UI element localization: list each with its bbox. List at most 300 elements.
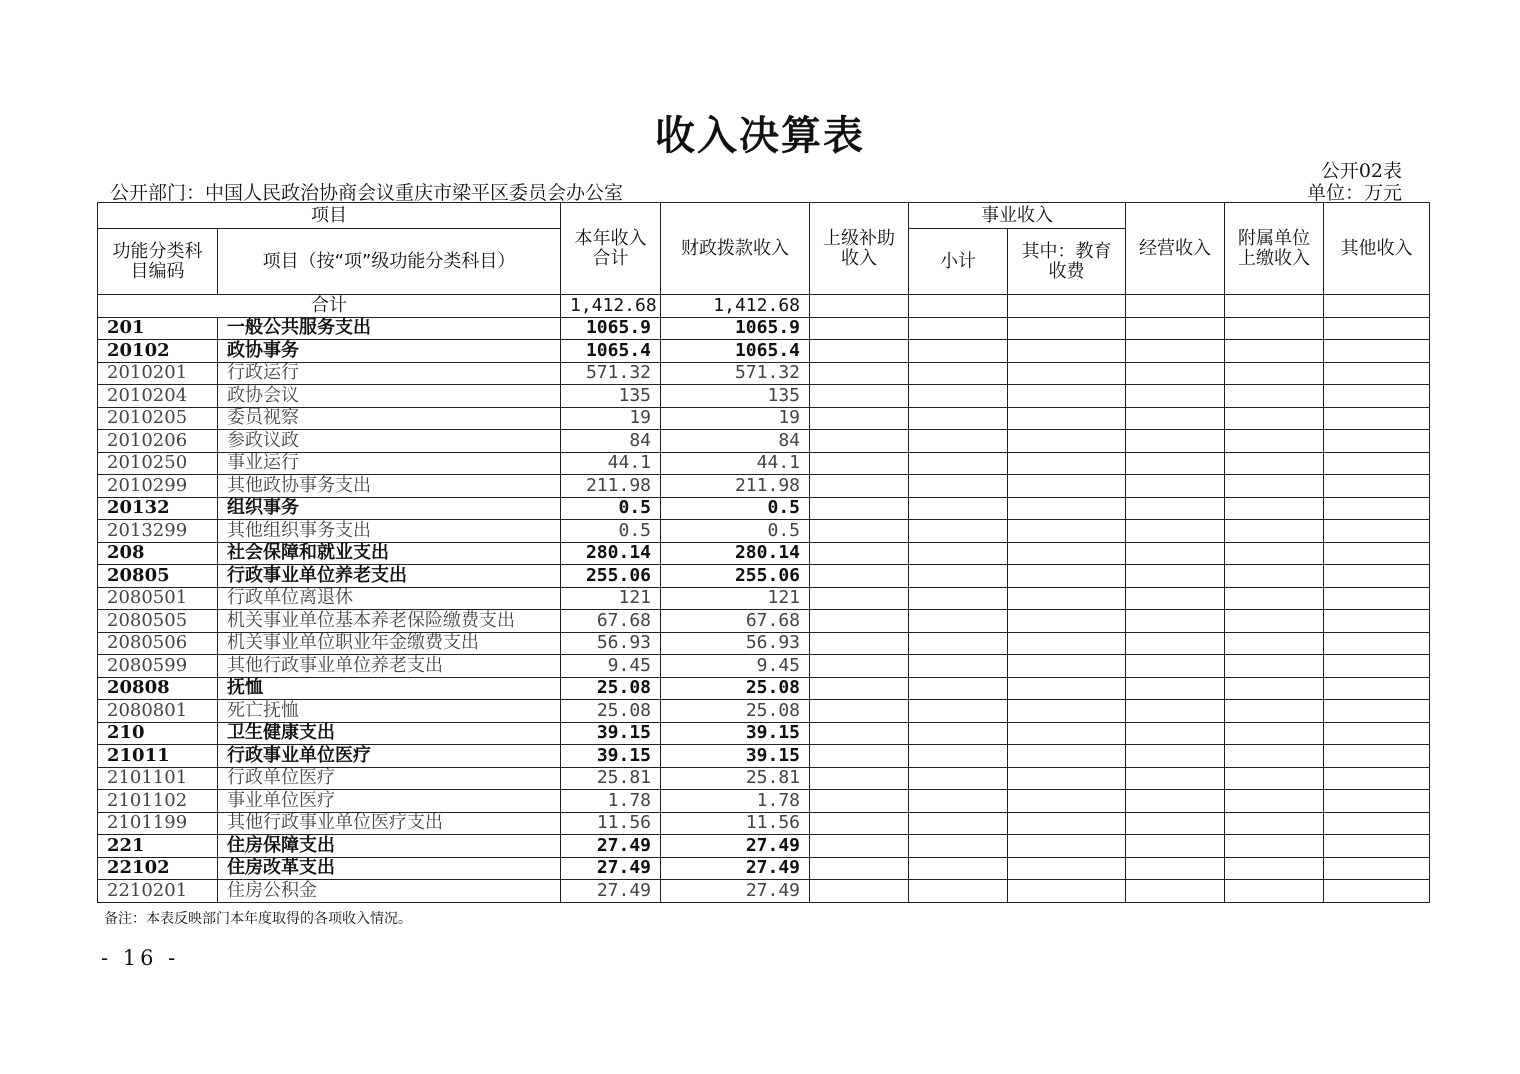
empty-cell (1126, 542, 1225, 565)
row-code: 208 (98, 542, 218, 565)
empty-cell (1225, 430, 1324, 453)
row-code: 2010205 (98, 407, 218, 430)
row-total: 1.78 (561, 790, 661, 813)
row-total: 11.56 (561, 812, 661, 835)
row-fiscal: 255.06 (661, 565, 810, 588)
row-name: 政协会议 (218, 385, 561, 408)
empty-cell (810, 722, 909, 745)
row-total: 0.5 (561, 520, 661, 543)
row-name: 机关事业单位基本养老保险缴费支出 (218, 610, 561, 633)
empty-cell (1324, 475, 1430, 498)
empty-cell (810, 362, 909, 385)
empty-cell (909, 497, 1008, 520)
empty-cell (1324, 790, 1430, 813)
empty-cell (1225, 542, 1324, 565)
empty-cell (909, 542, 1008, 565)
row-fiscal: 11.56 (661, 812, 810, 835)
empty-cell (909, 407, 1008, 430)
row-code: 2010250 (98, 452, 218, 475)
row-fiscal: 1065.9 (661, 317, 810, 340)
empty-cell (909, 880, 1008, 903)
table-row (98, 587, 1430, 610)
row-total: 27.49 (561, 880, 661, 903)
row-name: 住房改革支出 (218, 857, 561, 880)
empty-cell (810, 452, 909, 475)
row-total: 84 (561, 430, 661, 453)
row-total: 44.1 (561, 452, 661, 475)
empty-cell (1008, 835, 1126, 858)
row-code: 2010299 (98, 475, 218, 498)
empty-cell (1324, 632, 1430, 655)
header-name: 项目（按“项”级功能分类科目） (218, 229, 561, 295)
row-total: 27.49 (561, 857, 661, 880)
empty-cell (1225, 700, 1324, 723)
empty-cell (1126, 722, 1225, 745)
empty-cell (1126, 677, 1225, 700)
empty-cell (909, 632, 1008, 655)
empty-cell (1225, 497, 1324, 520)
row-total: 56.93 (561, 632, 661, 655)
empty-cell (1324, 587, 1430, 610)
row-fiscal: 39.15 (661, 722, 810, 745)
empty-cell (1324, 407, 1430, 430)
table-row (98, 407, 1430, 430)
empty-cell (909, 835, 1008, 858)
row-name: 住房公积金 (218, 880, 561, 903)
empty-cell (1225, 317, 1324, 340)
empty-cell (1324, 677, 1430, 700)
empty-cell (1324, 700, 1430, 723)
empty-cell (1324, 317, 1430, 340)
row-fiscal: 121 (661, 587, 810, 610)
income-table (97, 202, 1430, 903)
empty-cell (1324, 812, 1430, 835)
header-affiliated: 附属单位上缴收入 (1225, 203, 1324, 295)
empty-cell (909, 767, 1008, 790)
row-name: 其他行政事业单位养老支出 (218, 655, 561, 678)
empty-cell (1126, 475, 1225, 498)
row-total: 280.14 (561, 542, 661, 565)
table-note: 备注：本表反映部门本年度取得的各项收入情况。 (104, 911, 412, 927)
row-total: 9.45 (561, 655, 661, 678)
row-code: 210 (98, 722, 218, 745)
empty-cell (810, 497, 909, 520)
empty-cell (1008, 430, 1126, 453)
empty-cell (1008, 812, 1126, 835)
empty-cell (1225, 610, 1324, 633)
empty-cell (1324, 385, 1430, 408)
empty-cell (1008, 520, 1126, 543)
empty-cell (810, 767, 909, 790)
empty-cell (1225, 745, 1324, 768)
empty-cell (1324, 542, 1430, 565)
empty-cell (1324, 452, 1430, 475)
empty-cell (1008, 722, 1126, 745)
empty-cell (1008, 700, 1126, 723)
header-subtotal: 小计 (909, 229, 1008, 295)
empty-cell (1126, 385, 1225, 408)
row-code: 2010204 (98, 385, 218, 408)
empty-cell (909, 857, 1008, 880)
table-row (98, 880, 1430, 903)
row-fiscal: 56.93 (661, 632, 810, 655)
row-code: 2080501 (98, 587, 218, 610)
empty-cell (1008, 565, 1126, 588)
department-label: 公开部门：中国人民政治协商会议重庆市梁平区委员会办公室 (110, 182, 624, 204)
row-code: 2010206 (98, 430, 218, 453)
empty-cell (1324, 857, 1430, 880)
empty-cell (1008, 385, 1126, 408)
empty-cell (810, 430, 909, 453)
empty-cell (810, 632, 909, 655)
row-code: 20805 (98, 565, 218, 588)
empty-cell (1225, 767, 1324, 790)
empty-cell (1008, 745, 1126, 768)
row-fiscal: 25.08 (661, 677, 810, 700)
empty-cell (1008, 497, 1126, 520)
empty-cell (1324, 745, 1430, 768)
row-code: 20102 (98, 340, 218, 363)
empty-cell (1225, 677, 1324, 700)
row-name: 行政运行 (218, 362, 561, 385)
row-code: 2080599 (98, 655, 218, 678)
table-row (98, 790, 1430, 813)
table-row (98, 610, 1430, 633)
row-code: 2080506 (98, 632, 218, 655)
empty-cell (1225, 722, 1324, 745)
form-number: 公开02表 (1320, 160, 1402, 182)
empty-cell (909, 790, 1008, 813)
row-code: 2010201 (98, 362, 218, 385)
empty-cell (1225, 362, 1324, 385)
empty-cell (1225, 407, 1324, 430)
empty-cell (1008, 340, 1126, 363)
empty-cell (1008, 610, 1126, 633)
row-total: 27.49 (561, 835, 661, 858)
row-total: 255.06 (561, 565, 661, 588)
page-number: - 16 - (101, 946, 180, 970)
empty-cell (1008, 880, 1126, 903)
empty-cell (909, 362, 1008, 385)
empty-cell (1225, 655, 1324, 678)
header-superior: 上级补助收入 (810, 203, 909, 295)
row-code: 221 (98, 835, 218, 858)
empty-cell (1008, 655, 1126, 678)
empty-cell (909, 587, 1008, 610)
empty-cell (1126, 340, 1225, 363)
empty-cell (1008, 295, 1126, 318)
row-name: 行政单位医疗 (218, 767, 561, 790)
total-label: 合计 (98, 295, 561, 318)
row-fiscal: 0.5 (661, 520, 810, 543)
row-code: 20132 (98, 497, 218, 520)
row-code: 2101101 (98, 767, 218, 790)
row-code: 22102 (98, 857, 218, 880)
table-row (98, 677, 1430, 700)
row-fiscal: 1065.4 (661, 340, 810, 363)
empty-cell (1126, 700, 1225, 723)
row-fiscal: 27.49 (661, 857, 810, 880)
row-total: 211.98 (561, 475, 661, 498)
row-total: 25.08 (561, 677, 661, 700)
empty-cell (909, 340, 1008, 363)
empty-cell (810, 812, 909, 835)
row-code: 20808 (98, 677, 218, 700)
row-name: 事业运行 (218, 452, 561, 475)
row-name: 参政议政 (218, 430, 561, 453)
empty-cell (1008, 452, 1126, 475)
empty-cell (1126, 632, 1225, 655)
table-row (98, 520, 1430, 543)
row-name: 机关事业单位职业年金缴费支出 (218, 632, 561, 655)
empty-cell (810, 520, 909, 543)
row-code: 2080801 (98, 700, 218, 723)
empty-cell (1008, 542, 1126, 565)
empty-cell (1324, 835, 1430, 858)
row-fiscal: 135 (661, 385, 810, 408)
empty-cell (1126, 610, 1225, 633)
empty-cell (1225, 565, 1324, 588)
empty-cell (1225, 295, 1324, 318)
empty-cell (1225, 520, 1324, 543)
empty-cell (810, 340, 909, 363)
table-row (98, 655, 1430, 678)
empty-cell (1126, 790, 1225, 813)
empty-cell (1324, 497, 1430, 520)
row-fiscal: 25.08 (661, 700, 810, 723)
empty-cell (810, 475, 909, 498)
empty-cell (1225, 835, 1324, 858)
row-name: 政协事务 (218, 340, 561, 363)
empty-cell (909, 700, 1008, 723)
empty-cell (909, 812, 1008, 835)
row-total: 25.08 (561, 700, 661, 723)
empty-cell (1126, 295, 1225, 318)
empty-cell (810, 880, 909, 903)
empty-cell (810, 565, 909, 588)
empty-cell (909, 452, 1008, 475)
empty-cell (909, 722, 1008, 745)
empty-cell (810, 677, 909, 700)
row-code: 2101199 (98, 812, 218, 835)
empty-cell (1008, 362, 1126, 385)
table-row (98, 385, 1430, 408)
empty-cell (1324, 767, 1430, 790)
empty-cell (1126, 565, 1225, 588)
empty-cell (1126, 812, 1225, 835)
empty-cell (810, 610, 909, 633)
row-total: 571.32 (561, 362, 661, 385)
table-row (98, 430, 1430, 453)
empty-cell (1008, 587, 1126, 610)
empty-cell (1324, 520, 1430, 543)
empty-cell (1126, 745, 1225, 768)
row-fiscal: 27.49 (661, 835, 810, 858)
empty-cell (1324, 565, 1430, 588)
row-code: 201 (98, 317, 218, 340)
header-other: 其他收入 (1324, 203, 1430, 295)
row-total: 39.15 (561, 745, 661, 768)
row-name: 行政单位离退休 (218, 587, 561, 610)
header-operating: 经营收入 (1126, 203, 1225, 295)
table-row (98, 722, 1430, 745)
empty-cell (909, 295, 1008, 318)
empty-cell (810, 857, 909, 880)
empty-cell (810, 587, 909, 610)
empty-cell (1008, 317, 1126, 340)
empty-cell (1324, 655, 1430, 678)
row-fiscal: 19 (661, 407, 810, 430)
empty-cell (1126, 767, 1225, 790)
header-business: 事业收入 (909, 203, 1126, 229)
table-row (98, 857, 1430, 880)
empty-cell (1126, 452, 1225, 475)
row-fiscal: 44.1 (661, 452, 810, 475)
table-row (98, 745, 1430, 768)
header-item: 项目 (98, 203, 561, 229)
empty-cell (1324, 362, 1430, 385)
table-row (98, 542, 1430, 565)
empty-cell (1126, 362, 1225, 385)
empty-cell (909, 385, 1008, 408)
empty-cell (1324, 722, 1430, 745)
table-row (98, 835, 1430, 858)
total-row (98, 295, 1430, 318)
table-row (98, 340, 1430, 363)
empty-cell (1008, 475, 1126, 498)
empty-cell (810, 745, 909, 768)
row-name: 委员视察 (218, 407, 561, 430)
empty-cell (1126, 520, 1225, 543)
empty-cell (909, 475, 1008, 498)
header-code: 功能分类科目编码 (98, 229, 218, 295)
empty-cell (1008, 767, 1126, 790)
table-body (98, 295, 1430, 903)
empty-cell (1225, 632, 1324, 655)
empty-cell (1008, 632, 1126, 655)
row-total: 1065.4 (561, 340, 661, 363)
row-name: 事业单位医疗 (218, 790, 561, 813)
row-name: 其他行政事业单位医疗支出 (218, 812, 561, 835)
empty-cell (909, 677, 1008, 700)
row-total: 121 (561, 587, 661, 610)
row-total: 0.5 (561, 497, 661, 520)
empty-cell (1126, 880, 1225, 903)
row-fiscal: 571.32 (661, 362, 810, 385)
empty-cell (909, 520, 1008, 543)
empty-cell (1324, 430, 1430, 453)
empty-cell (1324, 295, 1430, 318)
total-fiscal: 1,412.68 (661, 295, 810, 318)
row-fiscal: 0.5 (661, 497, 810, 520)
table-row (98, 452, 1430, 475)
row-code: 21011 (98, 745, 218, 768)
table-row (98, 812, 1430, 835)
table-header (98, 203, 1430, 295)
row-name: 其他政协事务支出 (218, 475, 561, 498)
empty-cell (1225, 340, 1324, 363)
row-code: 2210201 (98, 880, 218, 903)
empty-cell (909, 317, 1008, 340)
empty-cell (1324, 610, 1430, 633)
table-row (98, 317, 1430, 340)
unit-label: 单位：万元 (1306, 182, 1402, 204)
empty-cell (1126, 407, 1225, 430)
row-name: 行政事业单位养老支出 (218, 565, 561, 588)
empty-cell (810, 317, 909, 340)
empty-cell (1126, 857, 1225, 880)
empty-cell (1126, 317, 1225, 340)
empty-cell (1324, 340, 1430, 363)
empty-cell (1225, 587, 1324, 610)
table-row (98, 700, 1430, 723)
row-fiscal: 280.14 (661, 542, 810, 565)
empty-cell (810, 295, 909, 318)
empty-cell (1008, 677, 1126, 700)
empty-cell (1225, 790, 1324, 813)
row-code: 2101102 (98, 790, 218, 813)
row-name: 卫生健康支出 (218, 722, 561, 745)
table-row (98, 475, 1430, 498)
empty-cell (810, 700, 909, 723)
table-row (98, 767, 1430, 790)
empty-cell (1008, 790, 1126, 813)
row-name: 死亡抚恤 (218, 700, 561, 723)
empty-cell (1225, 452, 1324, 475)
empty-cell (909, 430, 1008, 453)
row-name: 组织事务 (218, 497, 561, 520)
empty-cell (810, 385, 909, 408)
row-fiscal: 211.98 (661, 475, 810, 498)
empty-cell (1225, 857, 1324, 880)
empty-cell (1324, 880, 1430, 903)
row-fiscal: 9.45 (661, 655, 810, 678)
empty-cell (810, 542, 909, 565)
empty-cell (1225, 880, 1324, 903)
row-fiscal: 67.68 (661, 610, 810, 633)
empty-cell (1008, 857, 1126, 880)
row-fiscal: 25.81 (661, 767, 810, 790)
total-amount: 1,412.68 (561, 295, 661, 318)
header-total: 本年收入合计 (561, 203, 661, 295)
empty-cell (1126, 430, 1225, 453)
row-name: 其他组织事务支出 (218, 520, 561, 543)
row-total: 135 (561, 385, 661, 408)
empty-cell (810, 790, 909, 813)
empty-cell (1126, 655, 1225, 678)
table-row (98, 362, 1430, 385)
table-row (98, 565, 1430, 588)
header-edu: 其中：教育收费 (1008, 229, 1126, 295)
row-fiscal: 39.15 (661, 745, 810, 768)
table-row (98, 497, 1430, 520)
page-title: 收入决算表 (655, 113, 865, 159)
row-total: 25.81 (561, 767, 661, 790)
empty-cell (909, 655, 1008, 678)
empty-cell (1126, 587, 1225, 610)
row-code: 2080505 (98, 610, 218, 633)
row-name: 社会保障和就业支出 (218, 542, 561, 565)
empty-cell (810, 655, 909, 678)
empty-cell (810, 407, 909, 430)
row-fiscal: 1.78 (661, 790, 810, 813)
empty-cell (1225, 385, 1324, 408)
empty-cell (909, 745, 1008, 768)
empty-cell (1126, 835, 1225, 858)
empty-cell (909, 610, 1008, 633)
row-total: 1065.9 (561, 317, 661, 340)
row-total: 19 (561, 407, 661, 430)
